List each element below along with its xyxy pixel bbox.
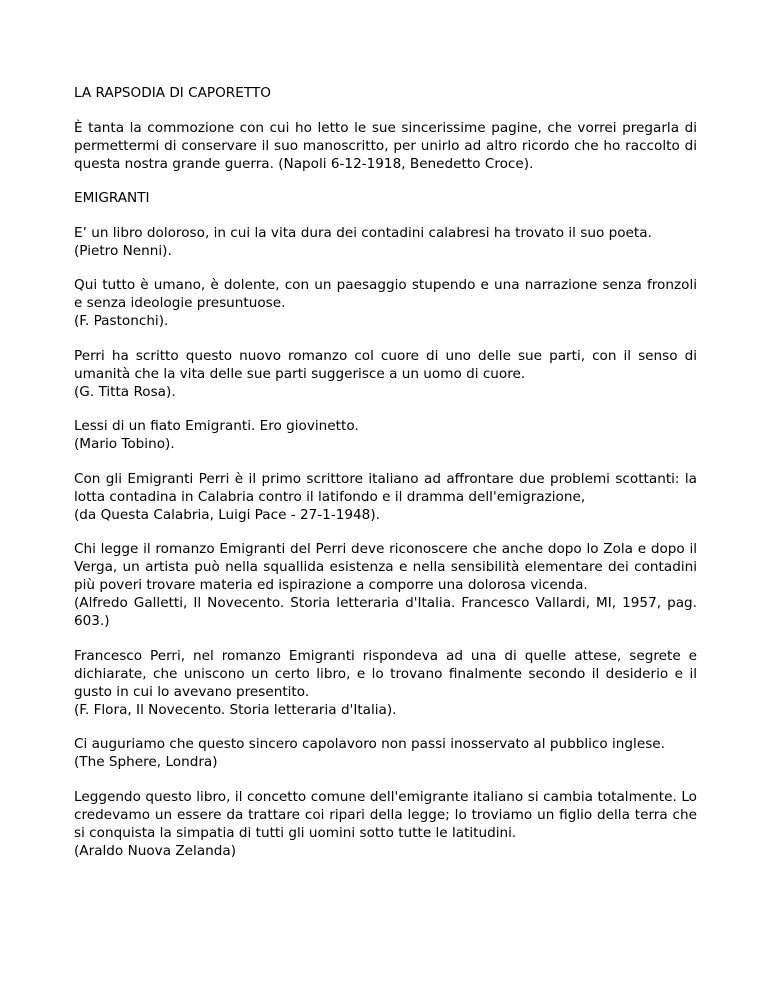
quote-sphere: Ci auguriamo che questo sincero capolavoro non passi inosservato al pubblico inglese. (The Sphere, Londra) <box>74 736 665 770</box>
document-page <box>74 84 697 876</box>
document-title: LA RAPSODIA DI CAPORETTO <box>74 85 271 101</box>
section-heading: EMIGRANTI <box>74 190 150 206</box>
quote-pastonchi: Qui tutto è umano, è dolente, con un paesaggio stupendo e una narrazione senza fronzoli e senza ideologie presuntuose. (F. Pastonchi). <box>74 277 697 329</box>
quote-tobino: Lessi di un fiato Emigranti. Ero giovinetto. (Mario Tobino). <box>74 418 359 452</box>
quote-titta-rosa: Perri ha scritto questo nuovo romanzo col cuore di uno delle sue parti, con il senso di umanità che la vita delle sue parti suggerisce a un uomo di cuore. (G. Titta Rosa). <box>74 347 697 400</box>
quote-galletti: Chi legge il romanzo Emigranti del Perri deve riconoscere che anche dopo lo Zola e dopo il Verga, un artista può nella squallida esistenza e nella sensibilità elementare dei contadini più poveri trovare materia ed ispirazione a comporre una dolorosa vicenda. (Alfredo Galletti, Il Novecento. Storia letteraria d'Italia. Francesco Vallardi, MI, 1957, pag. 603.) <box>74 541 697 629</box>
intro-quote: È tanta la commozione con cui ho letto le sue sincerissime pagine, che vorrei pregarla di permettermi di conservare il suo manoscritto, per unirlo ad altro ricordo che ho raccolto di questa nostra grande guerra. (Napoli 6-12-1918, Benedetto Croce). <box>74 119 697 172</box>
quote-flora: Francesco Perri, nel romanzo Emigranti rispondeva ad una di quelle attese, segrete e dichiarate, che uniscono un certo libro, e lo trovano finalmente secondo il desiderio e il gusto in cui lo avevano presentito. (F. Flora, Il Novecento. Storia letteraria d'Italia). <box>74 647 697 718</box>
quote-araldo: Leggendo questo libro, il concetto comune dell'emigrante italiano si cambia totalmente. Lo credevamo un essere da trattare coi ripari della legge; lo troviamo un figlio della terra che si conquista la simpatia di tutti gli uomini sotto tutte le latitudini. (Araldo Nuova Zelanda) <box>74 788 697 859</box>
quote-pace: Con gli Emigranti Perri è il primo scrittore italiano ad affrontare due problemi scottanti: la lotta contadina in Calabria contro il latifondo e il dramma dell'emigrazione, (da Questa Calabria, Luigi Pace - 27-1-1948). <box>74 470 697 523</box>
quote-nenni: E’ un libro doloroso, in cui la vita dura dei contadini calabresi ha trovato il suo poeta. (Pietro Nenni). <box>74 224 652 259</box>
